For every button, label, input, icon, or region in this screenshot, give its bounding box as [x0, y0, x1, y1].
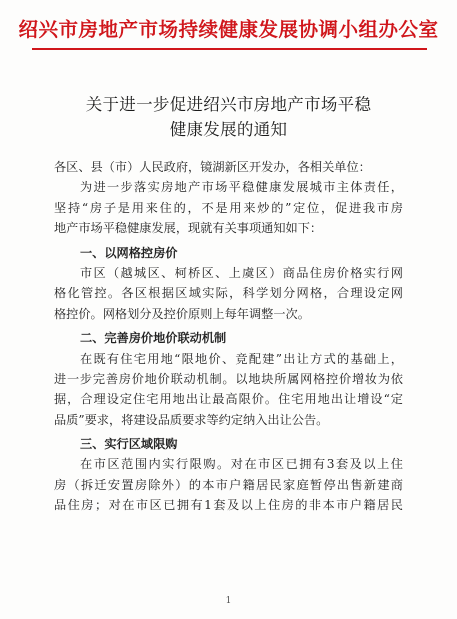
section-2-line: 进一步完善房价地价联动机制。以地块所属网格控价增妆为依	[54, 371, 403, 386]
section-3-line: 品住房；对在市区已拥有1套及以上住房的非本市户籍居民	[54, 498, 403, 513]
red-divider-line	[32, 48, 427, 50]
document-title	[0, 92, 457, 142]
section-3-line: 房（拆迁安置房除外）的本市户籍居民家庭暂停出售新建商	[54, 477, 403, 492]
title-line-1: 关于进一步促进绍兴市房地产市场平稳	[85, 95, 372, 114]
section-2-line: 品质”要求，将建设品质要求等约定纳入出让公告。	[54, 412, 329, 427]
intro-line: 坚持“房子是用来住的，不是用来炒的”定位，促进我市房	[54, 200, 403, 215]
section-1-line: 市区（越城区、柯桥区、上虞区）商品住房价格实行网	[80, 265, 403, 280]
section-2-line: 在既有住宅用地“限地价、竞配建”出让方式的基础上，	[80, 351, 403, 366]
section-2-line: 据，合理设定住宅用地出让最高限价。住宅用地出让增设“定	[54, 392, 403, 407]
document-body	[54, 157, 403, 516]
section-heading-3: 三、实行区域限购	[80, 437, 178, 452]
page-number: 1	[225, 596, 232, 606]
title-line-2: 健康发展的通知	[169, 120, 288, 139]
salutation: 各区、县（市）人民政府，镜湖新区开发办，各相关单位：	[54, 160, 371, 174]
intro-line: 为进一步落实房地产市场平稳健康发展城市主体责任，	[80, 180, 403, 195]
section-heading-1: 一、以网格控房价	[80, 245, 178, 260]
section-heading-2: 二、完善房价地价联动机制	[80, 331, 227, 346]
issuing-office-header: 绍兴市房地产市场持续健康发展协调小组办公室	[18, 18, 439, 41]
intro-line: 地产市场平稳健康发展，现就有关事项通知如下：	[54, 221, 323, 236]
section-3-line: 在市区范围内实行限购。对在市区已拥有3套及以上住	[80, 457, 403, 472]
section-1-line: 格控价。网格划分及控价原则上每年调整一次。	[54, 306, 310, 321]
section-1-line: 格化管控。各区根据区域实际，科学划分网格，合理设定网	[54, 286, 403, 301]
